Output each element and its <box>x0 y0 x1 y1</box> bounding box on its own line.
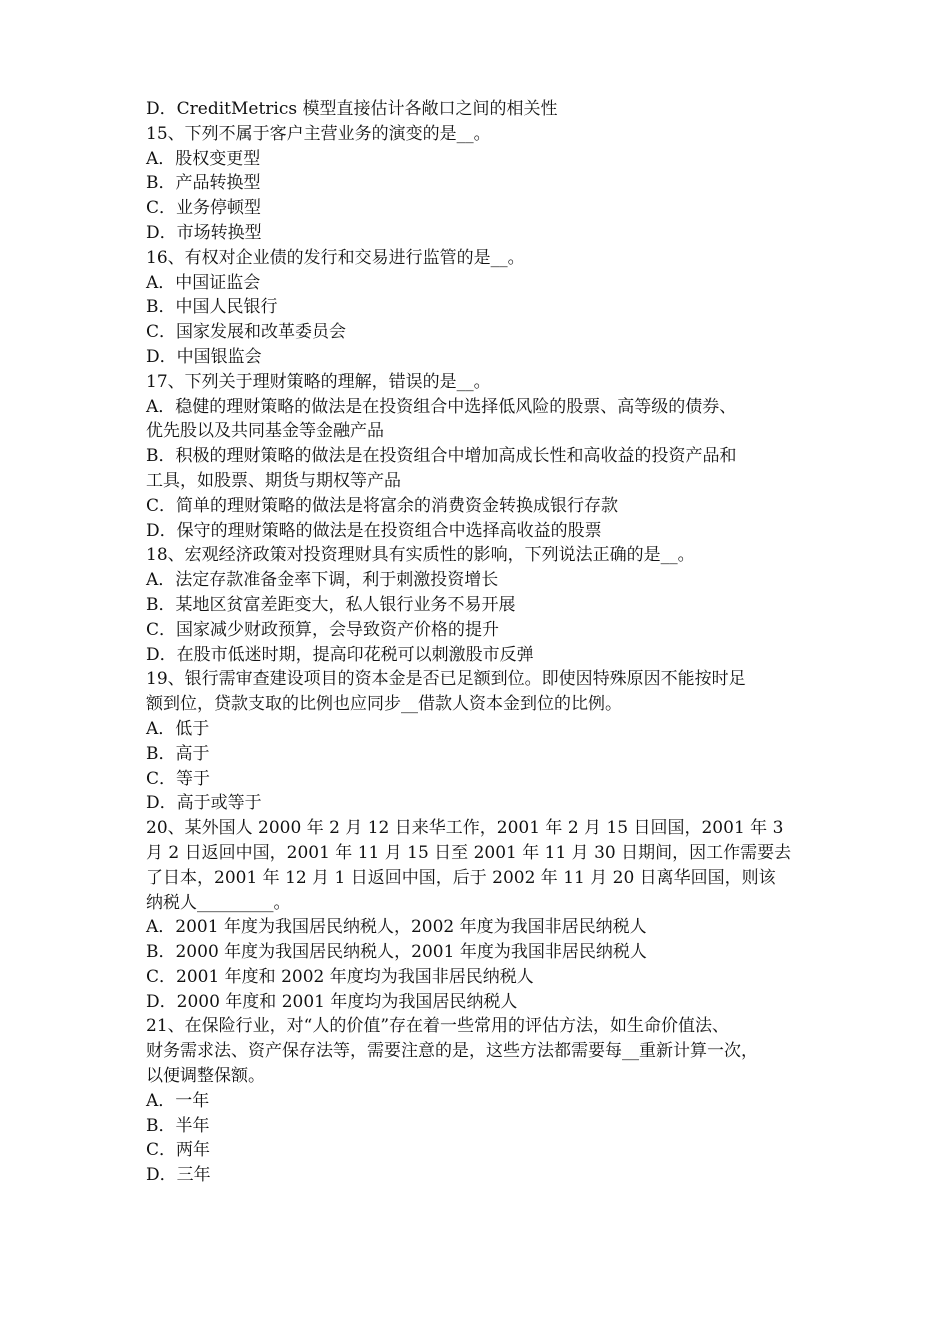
text-line: C．简单的理财策略的做法是将富余的消费资金转换成银行存款 <box>146 495 619 516</box>
text-line: D．2000 年度和 2001 年度均为我国居民纳税人 <box>146 991 518 1012</box>
text-line: B．高于 <box>146 743 210 764</box>
text-line: D．三年 <box>146 1165 211 1186</box>
text-line: 工具，如股票、期货与期权等产品 <box>146 470 401 491</box>
text-line: 额到位，贷款支取的比例也应同步__借款人资本金到位的比例。 <box>146 694 622 715</box>
text-line: C．业务停顿型 <box>146 198 262 219</box>
text-line: D．CreditMetrics 模型直接估计各敞口之间的相关性 <box>146 99 558 119</box>
text-line: D．在股市低迷时期，提高印花税可以刺激股市反弹 <box>146 644 534 665</box>
text-line: 以便调整保额。 <box>146 1066 265 1087</box>
text-line: B．产品转换型 <box>146 173 261 194</box>
text-line: D．保守的理财策略的做法是在投资组合中选择高收益的股票 <box>146 520 602 541</box>
text-line: C．两年 <box>146 1140 211 1161</box>
text-line: 16、有权对企业债的发行和交易进行监管的是__。 <box>146 247 525 268</box>
text-line: 财务需求法、资产保存法等，需要注意的是，这些方法都需要每__重新计算一次， <box>146 1041 758 1062</box>
text-line: B．半年 <box>146 1115 210 1136</box>
text-line: 15、下列不属于客户主营业务的演变的是__。 <box>146 123 491 144</box>
text-line: D．市场转换型 <box>146 222 262 243</box>
text-line: A．法定存款准备金率下调，利于刺激投资增长 <box>146 570 499 591</box>
text-line: D．中国银监会 <box>146 346 262 367</box>
text-line: A．一年 <box>146 1090 210 1111</box>
text-line: 19、银行需审查建设项目的资本金是否已足额到位。即使因特殊原因不能按时足 <box>146 669 746 690</box>
text-line: B．中国人民银行 <box>146 297 278 318</box>
document-page <box>146 97 810 1188</box>
text-line: 了日本，2001 年 12 月 1 日返回中国，后于 2002 年 11 月 20 日离华回国，则该 <box>146 867 776 888</box>
text-line: 20、某外国人 2000 年 2 月 12 日来华工作，2001 年 2 月 15 日回国，2001 年 3 <box>146 818 784 839</box>
text-line: C．2001 年度和 2002 年度均为我国非居民纳税人 <box>146 966 534 987</box>
text-line: A．中国证监会 <box>146 272 261 293</box>
text-line: C．国家发展和改革委员会 <box>146 322 347 343</box>
text-line: B．2000 年度为我国居民纳税人，2001 年度为我国非居民纳税人 <box>146 942 647 963</box>
text-line: B．积极的理财策略的做法是在投资组合中增加高成长性和高收益的投资产品和 <box>146 446 737 467</box>
text-line: C．国家减少财政预算，会导致资产价格的提升 <box>146 619 500 640</box>
text-line: 纳税人_________。 <box>146 892 291 913</box>
text-line: 21、在保险行业，对“人的价值”存在着一些常用的评估方法，如生命价值法、 <box>146 1016 730 1037</box>
text-line: A．低于 <box>146 718 210 739</box>
text-line: B．某地区贫富差距变大，私人银行业务不易开展 <box>146 594 516 615</box>
text-line: A．稳健的理财策略的做法是在投资组合中选择低风险的股票、高等级的债券、 <box>146 396 737 417</box>
text-line: A．股权变更型 <box>146 148 261 169</box>
text-line: 月 2 日返回中国，2001 年 11 月 15 日至 2001 年 11 月 30 日期间，因工作需要去 <box>146 842 792 863</box>
text-line: C．等于 <box>146 768 211 789</box>
text-line: 18、宏观经济政策对投资理财具有实质性的影响，下列说法正确的是__。 <box>146 545 695 566</box>
text-line: 优先股以及共同基金等金融产品 <box>146 421 384 442</box>
text-line: 17、下列关于理财策略的理解，错误的是__。 <box>146 371 491 392</box>
text-line: D．高于或等于 <box>146 793 262 814</box>
text-line: A．2001 年度为我国居民纳税人，2002 年度为我国非居民纳税人 <box>146 917 647 938</box>
